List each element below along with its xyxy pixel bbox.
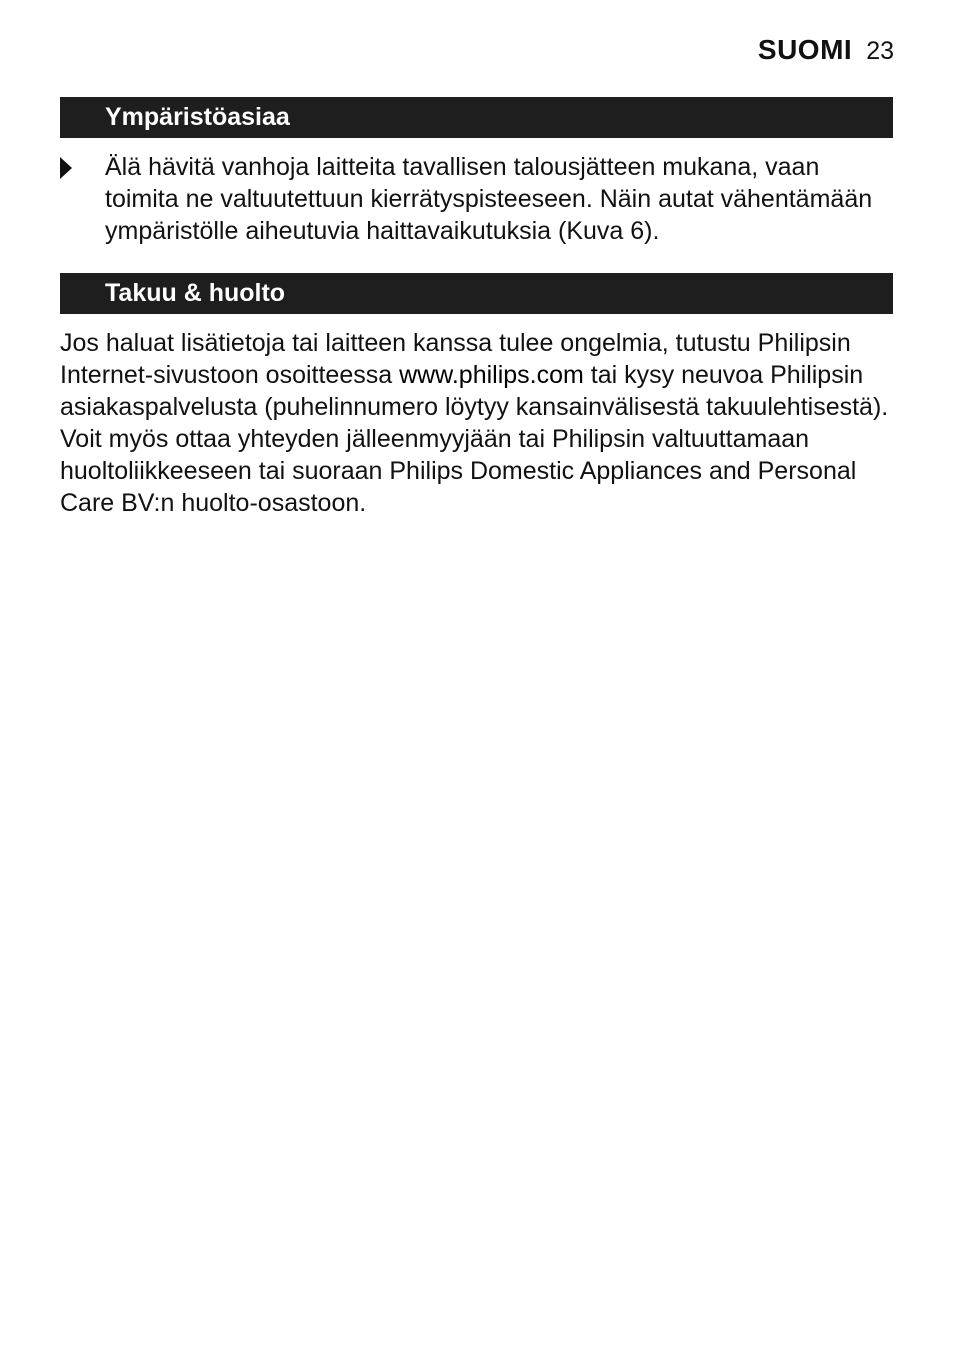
philips-website-link[interactable]: www.philips.com xyxy=(399,361,584,389)
paragraph-text-start: Jos haluat lisätietoja tai laitteen kanssa tulee ongelmia, tutustu Philipsin Internet-sivustoon osoitteessa xyxy=(60,329,851,389)
bullet-text: Älä hävitä vanhoja laitteita tavallisen talousjätteen mukana, vaan toimita ne valtuutettuun kierrätyspisteeseen. Näin autat vähentämään ympäristölle aiheutuvia haittavaikutuksia (Kuva 6). xyxy=(105,153,873,245)
bullet-icon xyxy=(60,157,72,179)
language-label: SUOMI xyxy=(757,34,853,65)
warranty-paragraph xyxy=(60,327,900,519)
section-heading-warranty: Takuu & huolto xyxy=(60,273,893,314)
section-heading-environment: Ympäristöasiaa xyxy=(60,97,893,138)
page-header xyxy=(758,34,894,66)
paragraph-text-end: tai kysy neuvoa Philipsin asiakaspalvelusta (puhelinnumero löytyy kansainvälisestä takuulehtisestä). Voit myös ottaa yhteyden jälleenmyyjään tai Philipsin valtuuttamaan huoltoliikkeeseen tai suoraan Philips Domestic Appliances and Personal Care BV:n huolto-osastoon. xyxy=(60,361,889,517)
page-number: 23 xyxy=(866,37,894,65)
